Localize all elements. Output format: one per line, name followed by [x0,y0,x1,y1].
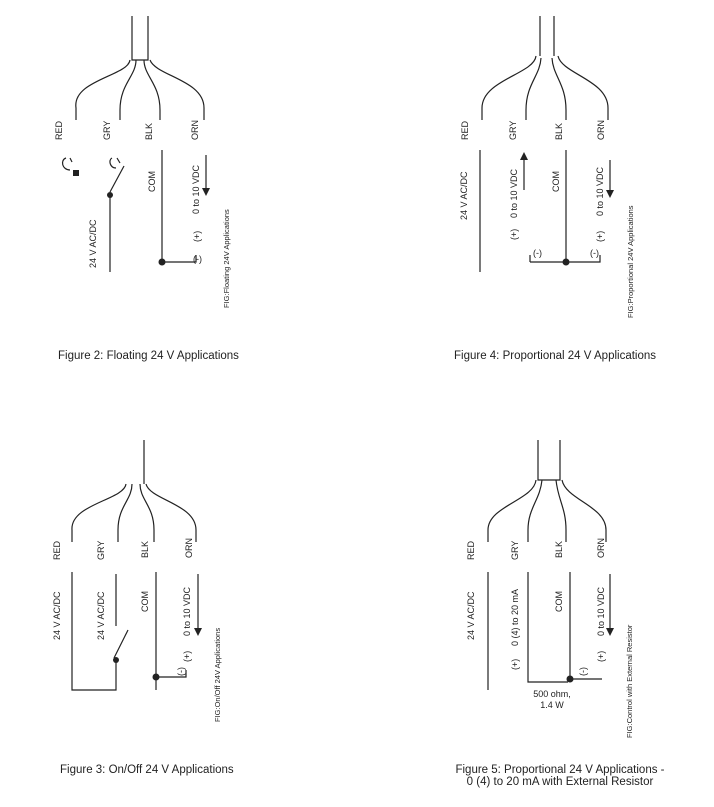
fig2-supply-label: 24 V AC/DC [88,219,98,268]
fig3-supply2-label: 24 V AC/DC [96,591,106,640]
fig3-com-label: COM [140,591,150,612]
fig2-wire-gry: GRY [102,120,112,140]
fig5-plus1-label: (+) [510,658,520,670]
fig5-resistor-label-1: 500 ohm, [533,689,571,699]
fig3-caption: Figure 3: On/Off 24 V Applications [60,764,234,776]
fig5-caption [444,764,676,788]
figure-2-floating [54,16,231,308]
fig3-wire-red: RED [52,540,62,560]
fig4-wire-red: RED [460,120,470,140]
fig5-wire-gry: GRY [510,540,520,560]
fig4-signal-label: 0 to 10 VDC [595,166,605,216]
fig4-wire-gry: GRY [508,120,518,140]
fig5-wire-blk: BLK [554,540,564,558]
fig5-caption-line1: Figure 5: Proportional 24 V Applications - [455,764,665,776]
fig4-supply-label: 24 V AC/DC [459,171,469,220]
fig3-signal-label: 0 to 10 VDC [182,586,192,636]
fig2-wire-blk: BLK [144,122,154,140]
figure-3-onoff [52,440,222,722]
fig4-input-label: 0 to 10 VDC [509,168,519,218]
fig3-switch-node [113,657,119,663]
fig4-wire-blk: BLK [554,122,564,140]
fig4-wire-orn: ORN [596,120,606,140]
fig5-input-loop [528,572,568,682]
fig5-signal-arrow [606,628,614,636]
fig3-wire-gry: GRY [96,540,106,560]
fig2-minus-label: (-) [193,254,202,264]
fig2-figure-id: FIG:Floating 24V Applications [222,209,231,308]
fig4-plus1-label: (+) [509,228,519,240]
fig4-input-arrow [520,152,528,160]
fig3-wire-blk: BLK [140,540,150,558]
fig5-supply-label: 24 V AC/DC [466,591,476,640]
fig5-wire-orn: ORN [596,538,606,558]
fig2-plus-label: (+) [192,230,202,242]
fig3-minus-label: (-) [176,667,186,676]
fig2-signal-label: 0 to 10 VDC [191,164,201,214]
fig5-wire-red: RED [466,540,476,560]
fig3-supply-loop [72,572,116,690]
fig2-switch-red [63,158,79,176]
fig4-minus1-label: (-) [533,248,542,258]
fig5-input-label: 0 (4) to 20 mA [510,588,520,646]
fig4-caption: Figure 4: Proportional 24 V Applications [454,350,657,362]
fig2-signal-arrow [202,188,210,196]
fig2-caption: Figure 2: Floating 24 V Applications [58,350,239,362]
fig2-wire-red: RED [54,120,64,140]
fig2-wire-orn: ORN [190,120,200,140]
fig4-minus2-label: (-) [590,248,599,258]
fig3-cable [72,440,196,542]
fig5-com-label: COM [554,591,564,612]
fig5-minus-label: (-) [578,667,588,676]
fig2-cable [76,16,204,120]
fig4-com-label: COM [551,171,561,192]
fig5-plus2-label: (+) [596,650,606,662]
fig3-switch-blade [114,630,128,658]
fig5-cable [488,440,606,542]
fig5-caption-line2: 0 (4) to 20 mA with External Resistor [466,776,654,788]
fig4-com-node [563,259,570,266]
fig4-signal-arrow [606,190,614,198]
fig4-plus2-label: (+) [595,230,605,242]
fig2-switch-gry [107,158,124,272]
fig4-cable [482,16,608,120]
fig2-com-label: COM [147,171,157,192]
figure-5-resistor [466,440,634,738]
figure-4-proportional [459,16,635,318]
fig5-resistor-label-2: 1.4 W [540,700,564,710]
fig3-signal-arrow [194,628,202,636]
fig4-figure-id: FIG:Proportional 24V Applications [626,205,635,318]
fig5-figure-id: FIG:Control with External Resistor [625,624,634,738]
fig3-figure-id: FIG:On/Off 24V Applications [213,627,222,722]
fig3-supply-label: 24 V AC/DC [52,591,62,640]
fig5-signal-label: 0 to 10 VDC [596,586,606,636]
fig2-com-return [162,255,196,262]
fig3-wire-orn: ORN [184,538,194,558]
fig3-plus-label: (+) [182,650,192,662]
